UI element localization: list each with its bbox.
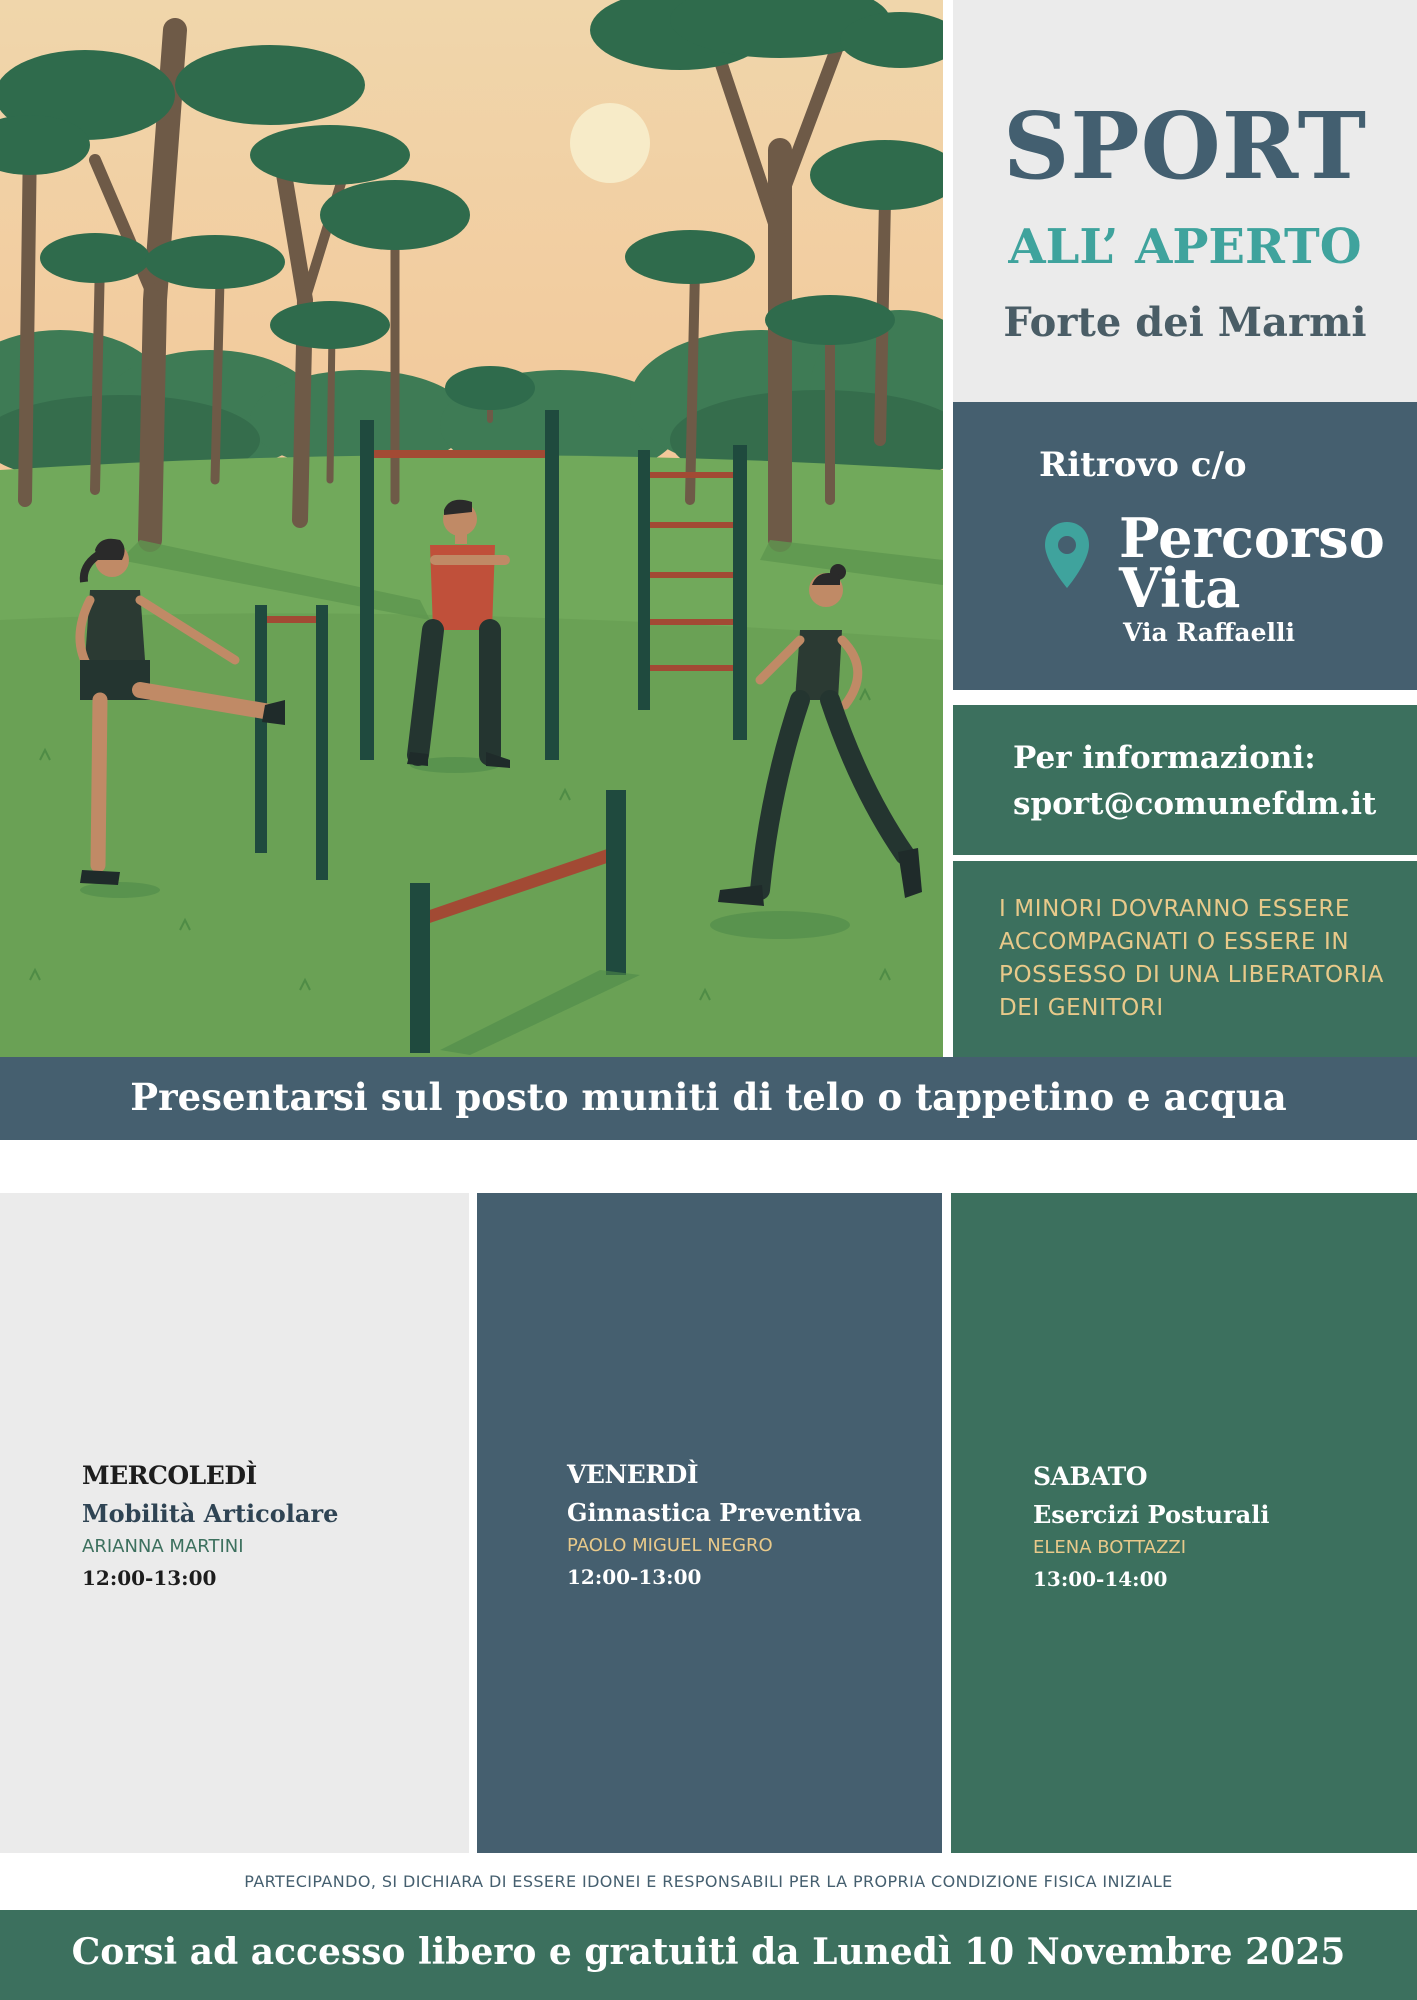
sun	[570, 103, 650, 183]
bring-items-banner	[0, 1057, 1417, 1140]
footer-banner	[0, 1910, 1417, 2000]
title-panel	[953, 0, 1417, 402]
meeting-place	[1119, 506, 1385, 620]
minors-notice-panel	[953, 861, 1417, 1057]
schedule-entry	[567, 1462, 862, 1587]
main-title: SPORT	[1002, 92, 1368, 200]
schedule-wednesday	[0, 1193, 469, 1853]
meeting-point-panel	[953, 402, 1417, 690]
course-name: Mobilità Articolare	[82, 1499, 339, 1528]
instructor-name: ARIANNA MARTINI	[82, 1536, 244, 1557]
disclaimer-text: PARTECIPANDO, SI DICHIARA DI ESSERE IDONEI E RESPONSABILI PER LA PROPRIA CONDIZIONE FISICA INIZIALE	[244, 1872, 1173, 1891]
day-name: VENERDÌ	[567, 1460, 699, 1489]
day-name: MERCOLEDÌ	[82, 1461, 257, 1490]
meeting-place-name: Percorso Vita	[1119, 506, 1385, 620]
location-title: Forte dei Marmi	[1003, 299, 1367, 346]
footer-text: Corsi ad accesso libero e gratuiti da Lunedì 10 Novembre 2025	[71, 1931, 1346, 1973]
schedule-friday	[477, 1193, 942, 1853]
bring-items-text: Presentarsi sul posto muniti di telo o tappetino e acqua	[130, 1075, 1287, 1119]
meeting-label: Ritrovo c/o	[1039, 445, 1247, 485]
course-time: 13:00-14:00	[1033, 1567, 1168, 1591]
course-time: 12:00-13:00	[567, 1565, 702, 1589]
minors-notice: I MINORI DOVRANNO ESSERE ACCOMPAGNATI O ESSERE IN POSSESSO DI UNA LIBERATORIA DEI GENITORI	[999, 896, 1384, 1021]
schedule-saturday	[951, 1193, 1417, 1853]
outdoor-fitness-illustration	[0, 0, 943, 1057]
course-time: 12:00-13:00	[82, 1566, 217, 1590]
contact-email[interactable]: sport@comunefdm.it	[1013, 786, 1377, 822]
schedule-entry	[82, 1463, 338, 1588]
meeting-street: Via Raffaelli	[1123, 618, 1296, 647]
schedule-entry	[1033, 1464, 1269, 1589]
map-pin-icon	[1043, 520, 1091, 594]
instructor-name: ELENA BOTTAZZI	[1033, 1537, 1187, 1558]
instructor-name: PAOLO MIGUEL NEGRO	[567, 1535, 773, 1556]
day-name: SABATO	[1033, 1462, 1147, 1491]
contact-label: Per informazioni:	[1013, 740, 1316, 776]
subtitle: ALL’ APERTO	[1008, 219, 1362, 275]
course-name: Esercizi Posturali	[1033, 1500, 1270, 1529]
contact-panel	[953, 705, 1417, 855]
course-name: Ginnastica Preventiva	[567, 1498, 862, 1527]
